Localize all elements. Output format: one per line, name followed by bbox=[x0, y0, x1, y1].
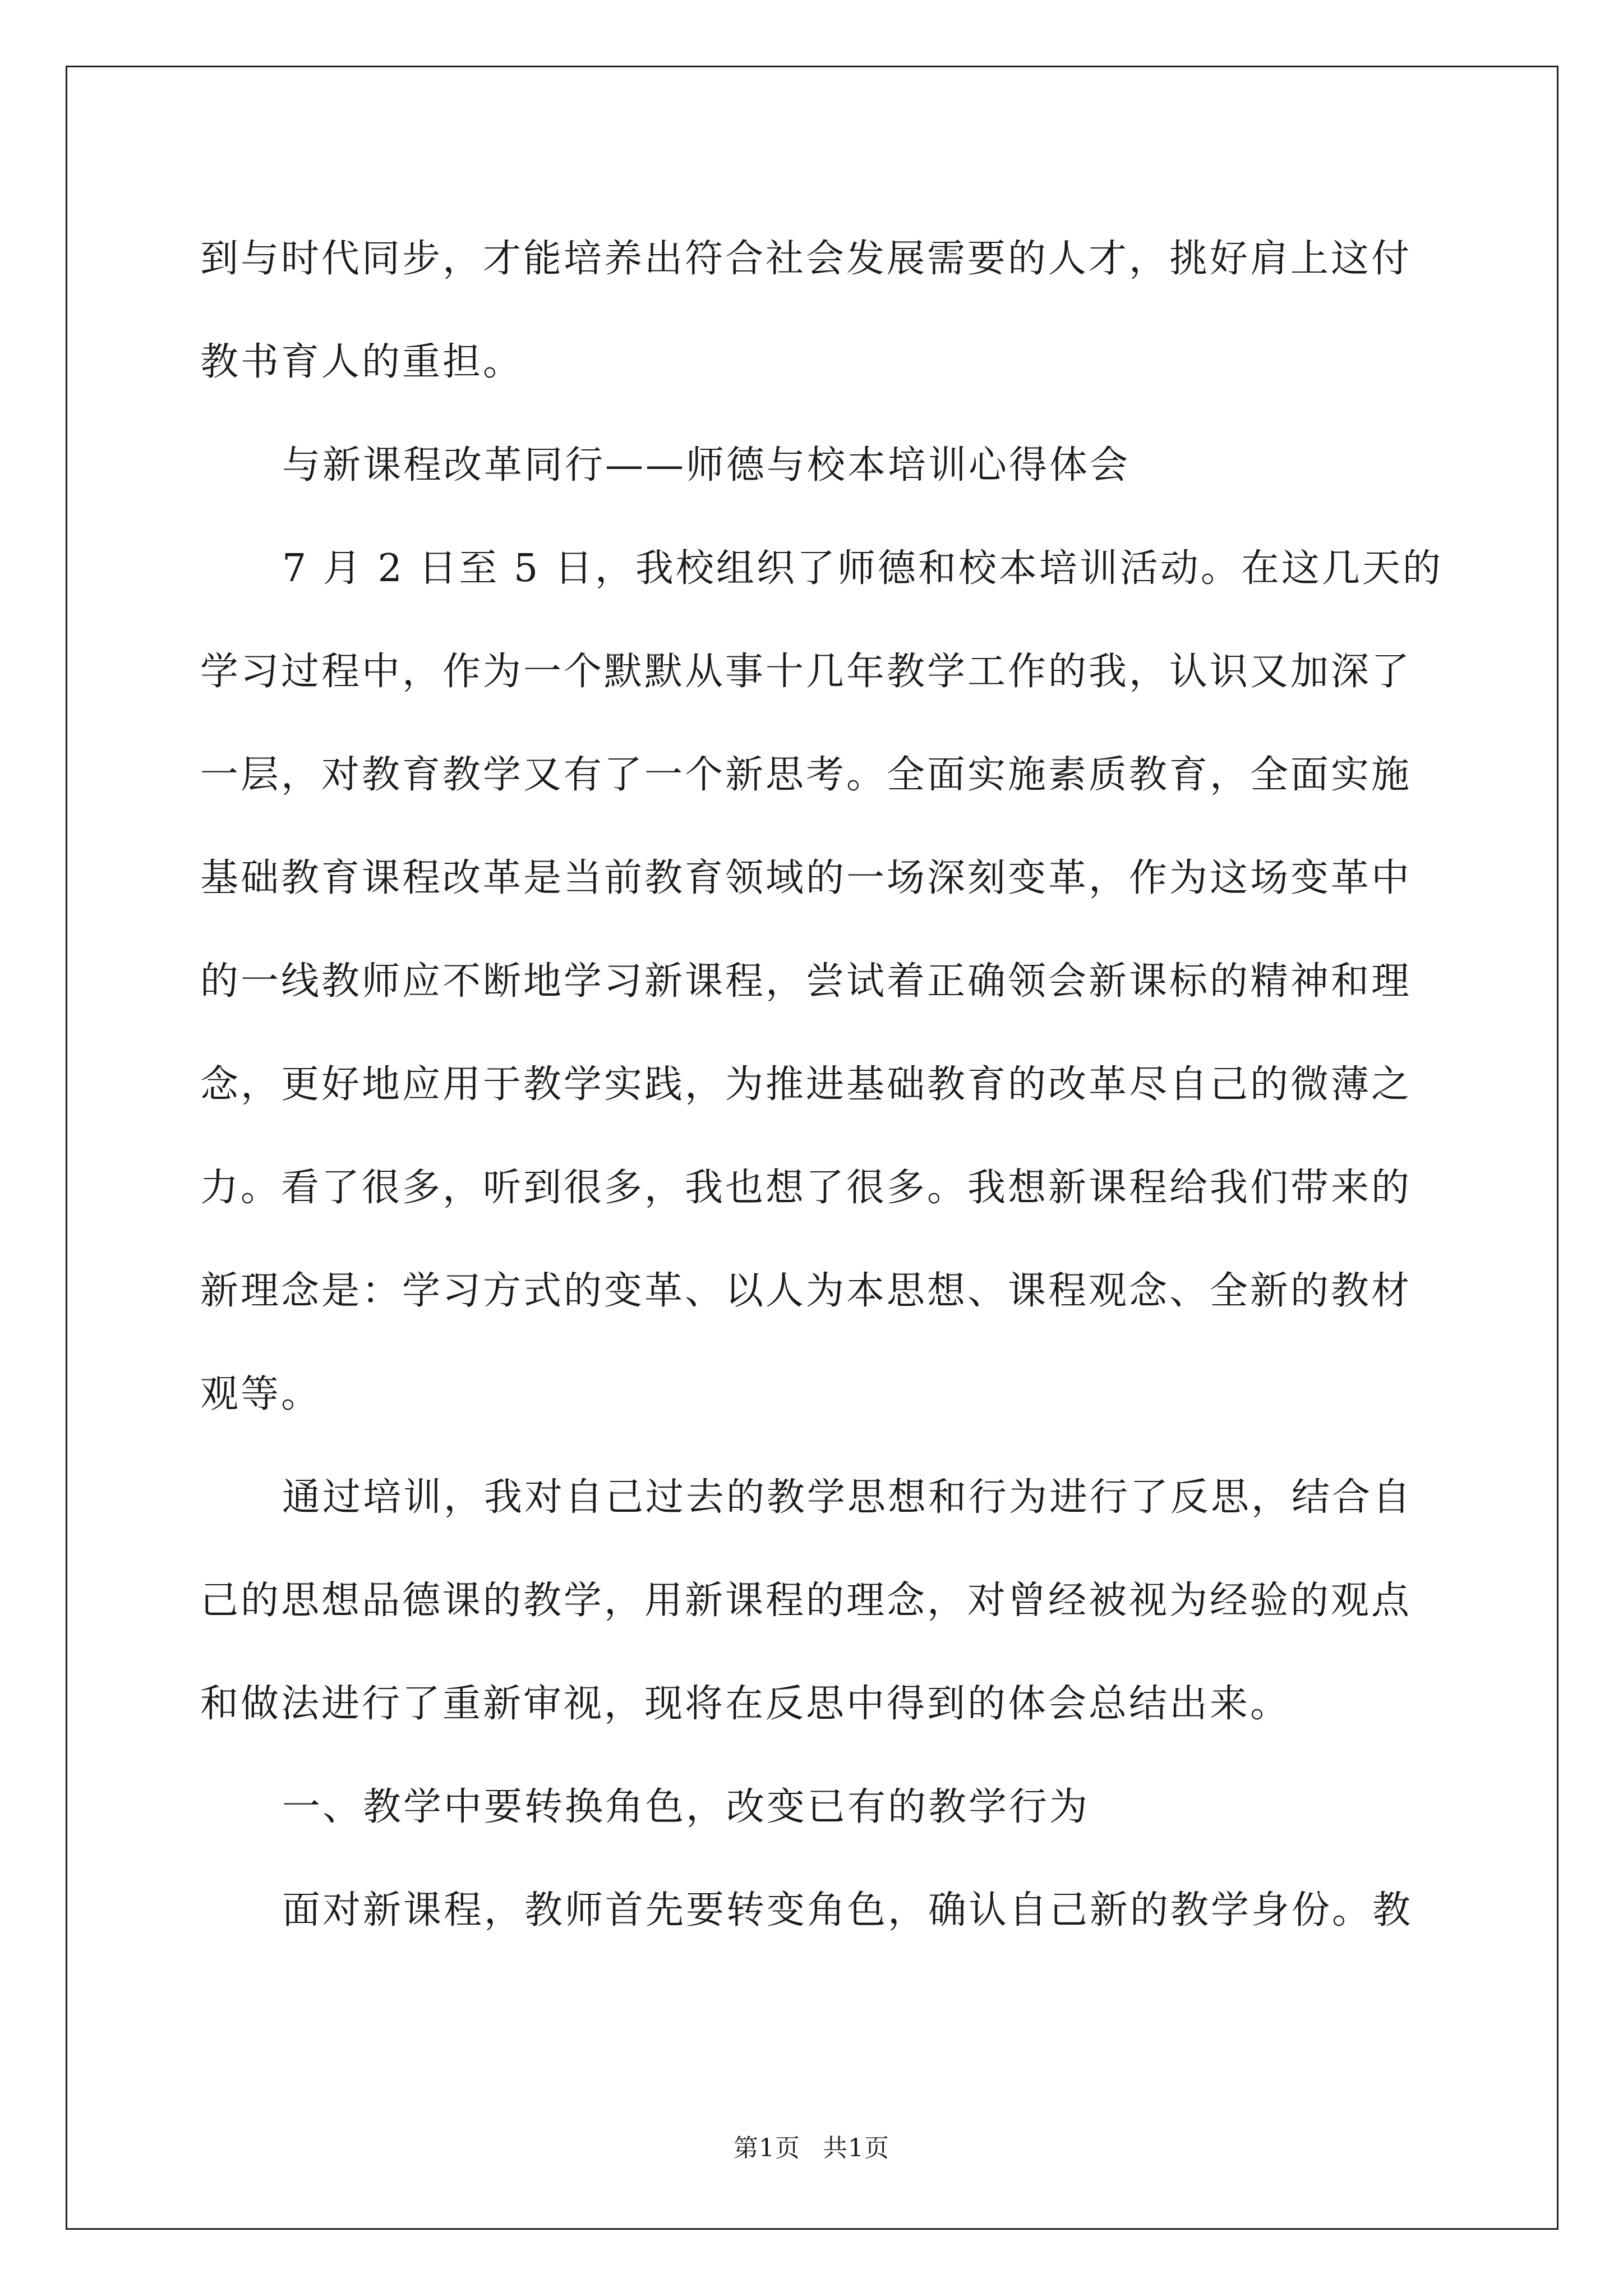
text-line: 念，更好地应用于教学实践，为推进基础教育的改革尽自己的微薄之 bbox=[200, 1062, 1412, 1107]
text-line: 力。看了很多，听到很多，我也想了很多。我想新课程给我们带来的 bbox=[200, 1166, 1412, 1210]
page-number-total: 共1页 bbox=[823, 2134, 889, 2162]
text-line: 一层，对教育教学又有了一个新思考。全面实施素质教育，全面实施 bbox=[200, 753, 1412, 797]
text-line: 面对新课程，教师首先要转变角色，确认自己新的教学身份。教 bbox=[282, 1888, 1413, 1932]
page-number-current: 第1页 bbox=[734, 2134, 800, 2162]
text-line: 基础教育课程改革是当前教育领域的一场深刻变革，作为这场变革中 bbox=[200, 856, 1412, 900]
text-line: 7 月 2 日至 5 日，我校组织了师德和校本培训活动。在这几天的 bbox=[282, 546, 1443, 591]
text-line: 学习过程中，作为一个默默从事十几年教学工作的我，认识又加深了 bbox=[200, 650, 1412, 694]
text-line: 到与时代同步，才能培养出符合社会发展需要的人才，挑好肩上这付 bbox=[200, 237, 1412, 281]
document-body bbox=[200, 208, 1443, 1962]
text-line: 观等。 bbox=[200, 1372, 322, 1416]
text-line: 新理念是：学习方式的变革、以人为本思想、课程观念、全新的教材 bbox=[200, 1269, 1412, 1313]
text-line: 通过培训，我对自己过去的教学思想和行为进行了反思，结合自 bbox=[282, 1475, 1413, 1520]
text-line: 己的思想品德课的教学，用新课程的理念，对曾经被视为经验的观点 bbox=[200, 1579, 1412, 1623]
page-footer bbox=[0, 2132, 1623, 2165]
text-line: 一、教学中要转换角色，改变已有的教学行为 bbox=[282, 1785, 1090, 1829]
text-line: 和做法进行了重新审视，现将在反思中得到的体会总结出来。 bbox=[200, 1682, 1291, 1726]
text-line: 的一线教师应不断地学习新课程，尝试着正确领会新课标的精神和理 bbox=[200, 959, 1412, 1004]
text-line: 与新课程改革同行——师德与校本培训心得体会 bbox=[282, 443, 1131, 487]
text-line: 教书育人的重担。 bbox=[200, 340, 524, 384]
